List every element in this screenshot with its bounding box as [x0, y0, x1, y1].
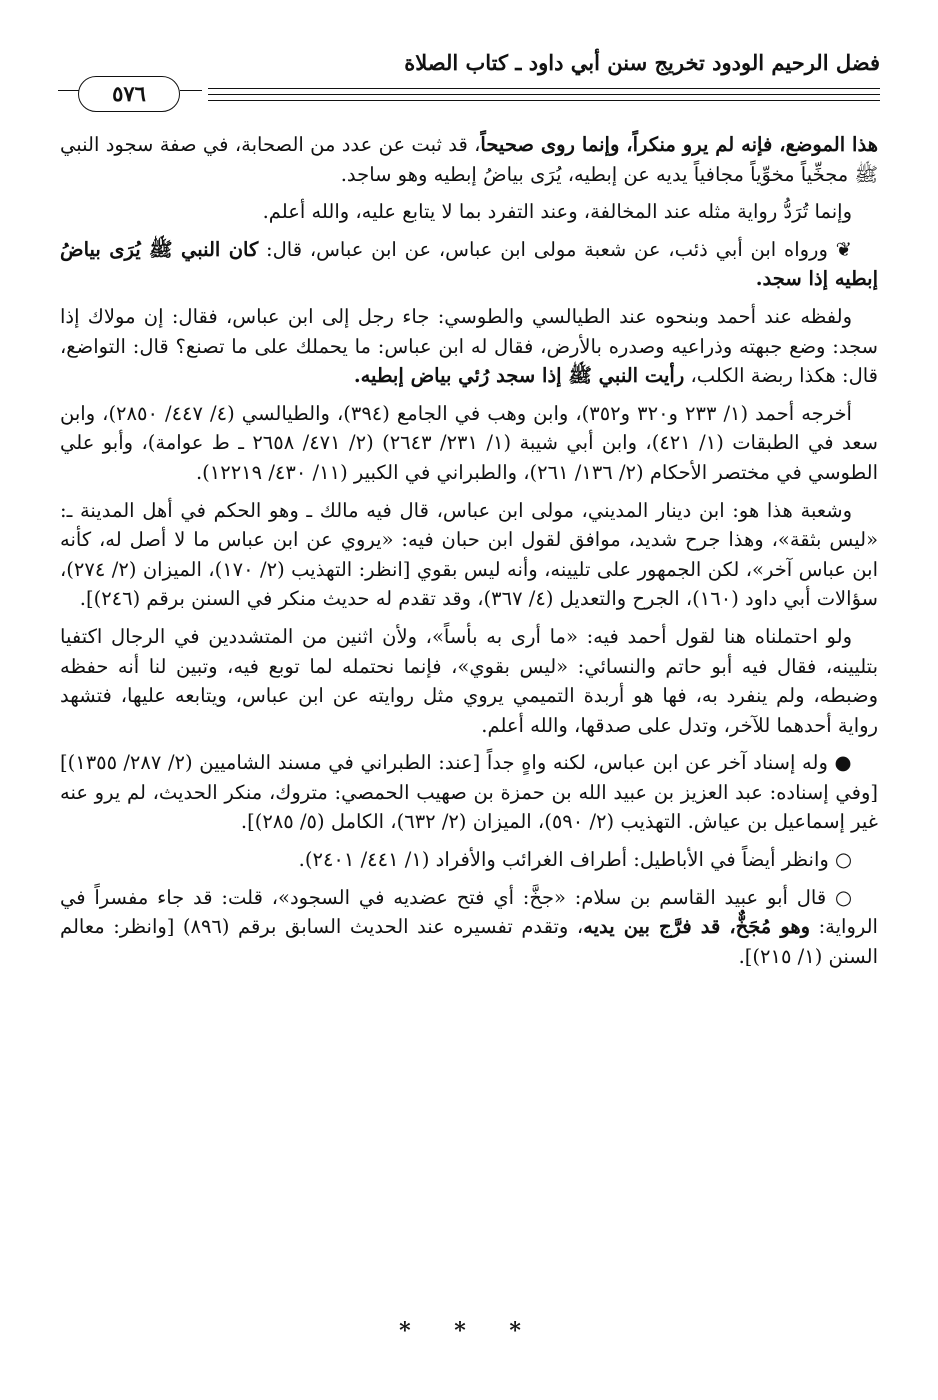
paragraph: [60, 197, 878, 227]
text-segment: وإنما تُرَدُّ رواية مثله عند المخالفة، وعند التفرد بما لا يتابع عليه، والله أعلم.: [262, 200, 852, 224]
section-divider-stars: * * *: [399, 1318, 539, 1344]
paragraph: [60, 845, 878, 875]
text-segment: أخرجه أحمد (١/ ٢٣٣ و٣٢٠ و٣٥٢)، وابن وهب في الجامع (٣٩٤)، والطيالسي (٤/ ٤٤٧/ ٢٨٥٠)، وابن سعد في الطبقات (١/ ٤٢١)، وابن أبي شيبة (١/ ٢٣١/ ٢٦٤٣) (٢/ ٤٧١/ ٢٦٥٨ ـ ط عوامة)، وأبو علي الطوسي في مختصر الأحكام (٢/ ١٣٦/ ٢٦١)، والطبراني في الكبير (١١/ ٤٣٠/ ١٢٢١٩).: [60, 401, 878, 484]
text-segment: وشعبة هذا هو: ابن دينار المديني، مولى ابن عباس، قال فيه مالك ـ وهو الحكم في أهل المدينة ـ: «ليس بثقة»، وهذا جرح شديد، موافق لقول ابن حبان فيه: «يروي عن ابن عباس ما لا أصل له، كأنه ابن عباس آخر»، لكن الجمهور على تليينه، وأنه ليس بقوي [انظر: التهذيب (٢/ ١٧٠)، الميزان (٢/ ٢٧٤)، سؤالات أبي داود (١٦٠)، الجرح والتعديل (٤/ ٣٦٧)، وقد تقدم له حديث منكر في السنن برقم (٢٤٦)].: [60, 498, 878, 611]
bold-text-segment: رأيت النبي ﷺ إذا سجد رُئي بياض إبطيه.: [353, 364, 685, 388]
bold-text-segment: وهو مُجَخٌّ، قد فرَّج بين يديه: [583, 915, 811, 939]
paragraph: [60, 235, 878, 294]
paragraph: [60, 622, 878, 740]
page-body: [60, 130, 878, 979]
text-segment: ولو احتملناه هنا لقول أحمد فيه: «ما أرى به بأساً»، ولأن اثنين من المتشددين في الرجال اكتفيا بتليينه، فقال فيه أبو حاتم والنسائي: «ليس بقوي»، فإنما نحتمله لما توبع فيه، وتبين لنا أنه حفظه وضبطه، ولم ينفرد به، فها هو أربدة التميمي يروي مثل روايته عن ابن عباس، ويتابعه عليها، فتشهد رواية أحدهما للآخر، وتدل على صدقها، والله أعلم.: [60, 624, 878, 737]
bold-text-segment: هذا الموضع، فإنه لم يرو منكراً، وإنما روى صحيحاً: [480, 133, 878, 156]
text-segment: ولفظه عند أحمد وبنحوه عند الطيالسي والطوسي: جاء رجل إلى ابن عباس، فقال: إن مولاك إذا سجد: وضع جبهته وذراعيه وصدره بالأرض، فقال له ابن عباس: ما يحملك على ما تصنع؟ قال: التواضع، قال: هكذا ربضة الكلب،: [60, 304, 878, 388]
text-segment: ● وله إسناد آخر عن ابن عباس، لكنه واهٍ جداً [عند: الطبراني في مسند الشاميين (٢/ ٢٨٧/ ١٣٥٥)] [وفي إسناده: عبد العزيز بن عبيد الله بن حمزة بن صهيب الحمصي: متروك، منكر الحديث، لم يرو عنه غير إسماعيل بن عياش. التهذيب (٢/ ٥٩٠)، الميزان (٢/ ٦٣٢)، الكامل (٥/ ٢٨٥)].: [60, 751, 878, 834]
paragraph: [60, 748, 878, 837]
badge-ornament: [180, 90, 202, 91]
page-number: ٥٧٦: [78, 76, 180, 112]
paragraph: [60, 496, 878, 614]
text-segment: ○ وانظر أيضاً في الأباطيل: أطراف الغرائب والأفراد (١/ ٤٤١/ ٢٤٠١).: [298, 848, 852, 872]
running-title: فضل الرحيم الودود تخريج سنن أبي داود ـ كتاب الصلاة: [404, 50, 880, 75]
badge-ornament: [58, 90, 80, 91]
text-segment: ، قد ثبت عن عدد من الصحابة، في صفة سجود النبي ﷺ مجخِّياً مخوِّياً مجافياً يديه عن إبطيه، يُرَى بياضُ إبطيه وهو ساجد.: [60, 133, 878, 186]
text-segment: ، وتقدم تفسيره عند الحديث السابق برقم (٨٩٦) [وانظر: معالم السنن (١/ ٢١٥)].: [60, 915, 878, 968]
paragraph: [60, 130, 878, 189]
paragraph: [60, 883, 878, 972]
page-header: [58, 40, 880, 130]
paragraph: [60, 399, 878, 488]
text-segment: ❦ ورواه ابن أبي ذئب، عن شعبة مولى ابن عباس، عن ابن عباس، قال:: [258, 237, 852, 261]
paragraph: [60, 302, 878, 391]
bold-text-segment: كان النبي ﷺ يُرَى بياضُ إبطيه إذا سجد.: [60, 237, 878, 291]
page-number-badge: [58, 76, 208, 112]
text-segment: ○ قال أبو عبيد القاسم بن سلام: «جخَّ: أي فتح عضديه في السجود»، قلت: قد جاء مفسراً في الرواية:: [60, 885, 878, 939]
